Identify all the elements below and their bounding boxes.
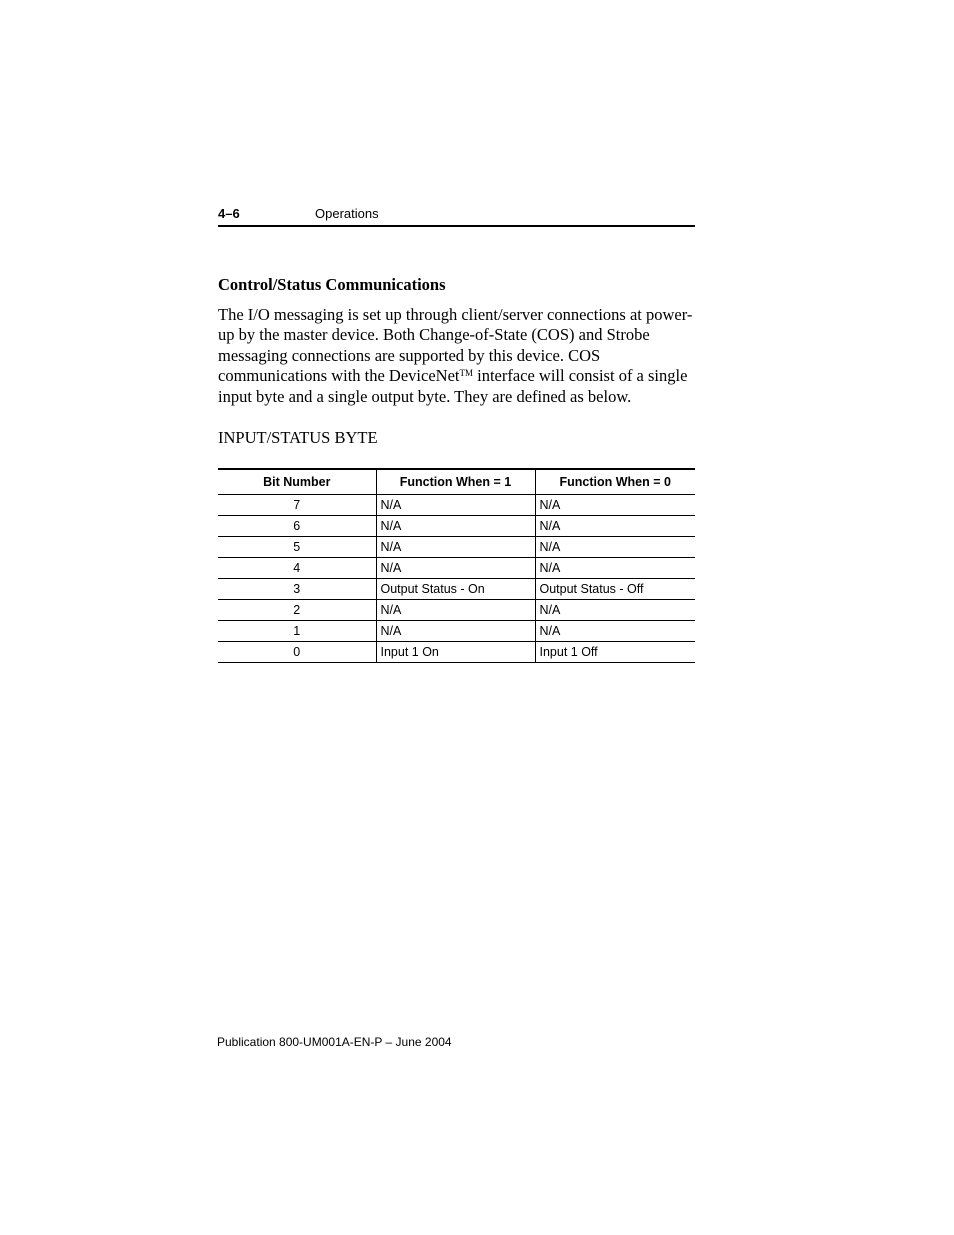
bit-number-cell: 4	[218, 558, 376, 579]
page-number: 4–6	[218, 206, 240, 221]
table-row	[218, 558, 695, 579]
column-header-bit-number: Bit Number	[218, 469, 376, 495]
column-header-function-when-0: Function When = 0	[535, 469, 695, 495]
bit-number-cell: 6	[218, 516, 376, 537]
table-row	[218, 495, 695, 516]
function-when-0-cell: N/A	[535, 600, 695, 621]
publication-footer: Publication 800-UM001A-EN-P – June 2004	[217, 1035, 452, 1049]
table-row	[218, 537, 695, 558]
function-when-0-cell: N/A	[535, 495, 695, 516]
function-when-1-cell: N/A	[376, 516, 535, 537]
function-when-1-cell: N/A	[376, 537, 535, 558]
function-when-0-cell: Output Status - Off	[535, 579, 695, 600]
chapter-title: Operations	[315, 206, 379, 221]
input-status-byte-table	[218, 468, 695, 663]
bit-number-cell: 3	[218, 579, 376, 600]
function-when-1-cell: Output Status - On	[376, 579, 535, 600]
body-paragraph	[218, 305, 703, 407]
function-when-1-cell: N/A	[376, 600, 535, 621]
paragraph-text-part1: The I/O messaging is set up through client/server connections at power-up by the master device. Both Change-of-State (COS) and Strobe messaging connections are supported by this device. COS communications with the DeviceNet	[218, 305, 693, 386]
function-when-0-cell: N/A	[535, 537, 695, 558]
trademark-mark: TM	[459, 368, 473, 379]
table-row	[218, 600, 695, 621]
table-header-row	[218, 469, 695, 495]
function-when-0-cell: N/A	[535, 516, 695, 537]
page-header	[218, 205, 695, 227]
section-title: Control/Status Communications	[218, 275, 446, 294]
table-row	[218, 621, 695, 642]
table-row	[218, 642, 695, 663]
function-when-1-cell: N/A	[376, 621, 535, 642]
function-when-0-cell: N/A	[535, 558, 695, 579]
column-header-function-when-1: Function When = 1	[376, 469, 535, 495]
table-caption: INPUT/STATUS BYTE	[218, 428, 378, 447]
function-when-0-cell: Input 1 Off	[535, 642, 695, 663]
function-when-1-cell: Input 1 On	[376, 642, 535, 663]
function-when-0-cell: N/A	[535, 621, 695, 642]
function-when-1-cell: N/A	[376, 558, 535, 579]
bit-number-cell: 2	[218, 600, 376, 621]
bit-number-cell: 1	[218, 621, 376, 642]
table-row	[218, 516, 695, 537]
bit-number-cell: 5	[218, 537, 376, 558]
paragraph-text-part2: interface will consist of a single input byte and a single output byte. They are defined as below.	[218, 366, 688, 406]
function-when-1-cell: N/A	[376, 495, 535, 516]
table-row	[218, 579, 695, 600]
bit-number-cell: 7	[218, 495, 376, 516]
bit-number-cell: 0	[218, 642, 376, 663]
